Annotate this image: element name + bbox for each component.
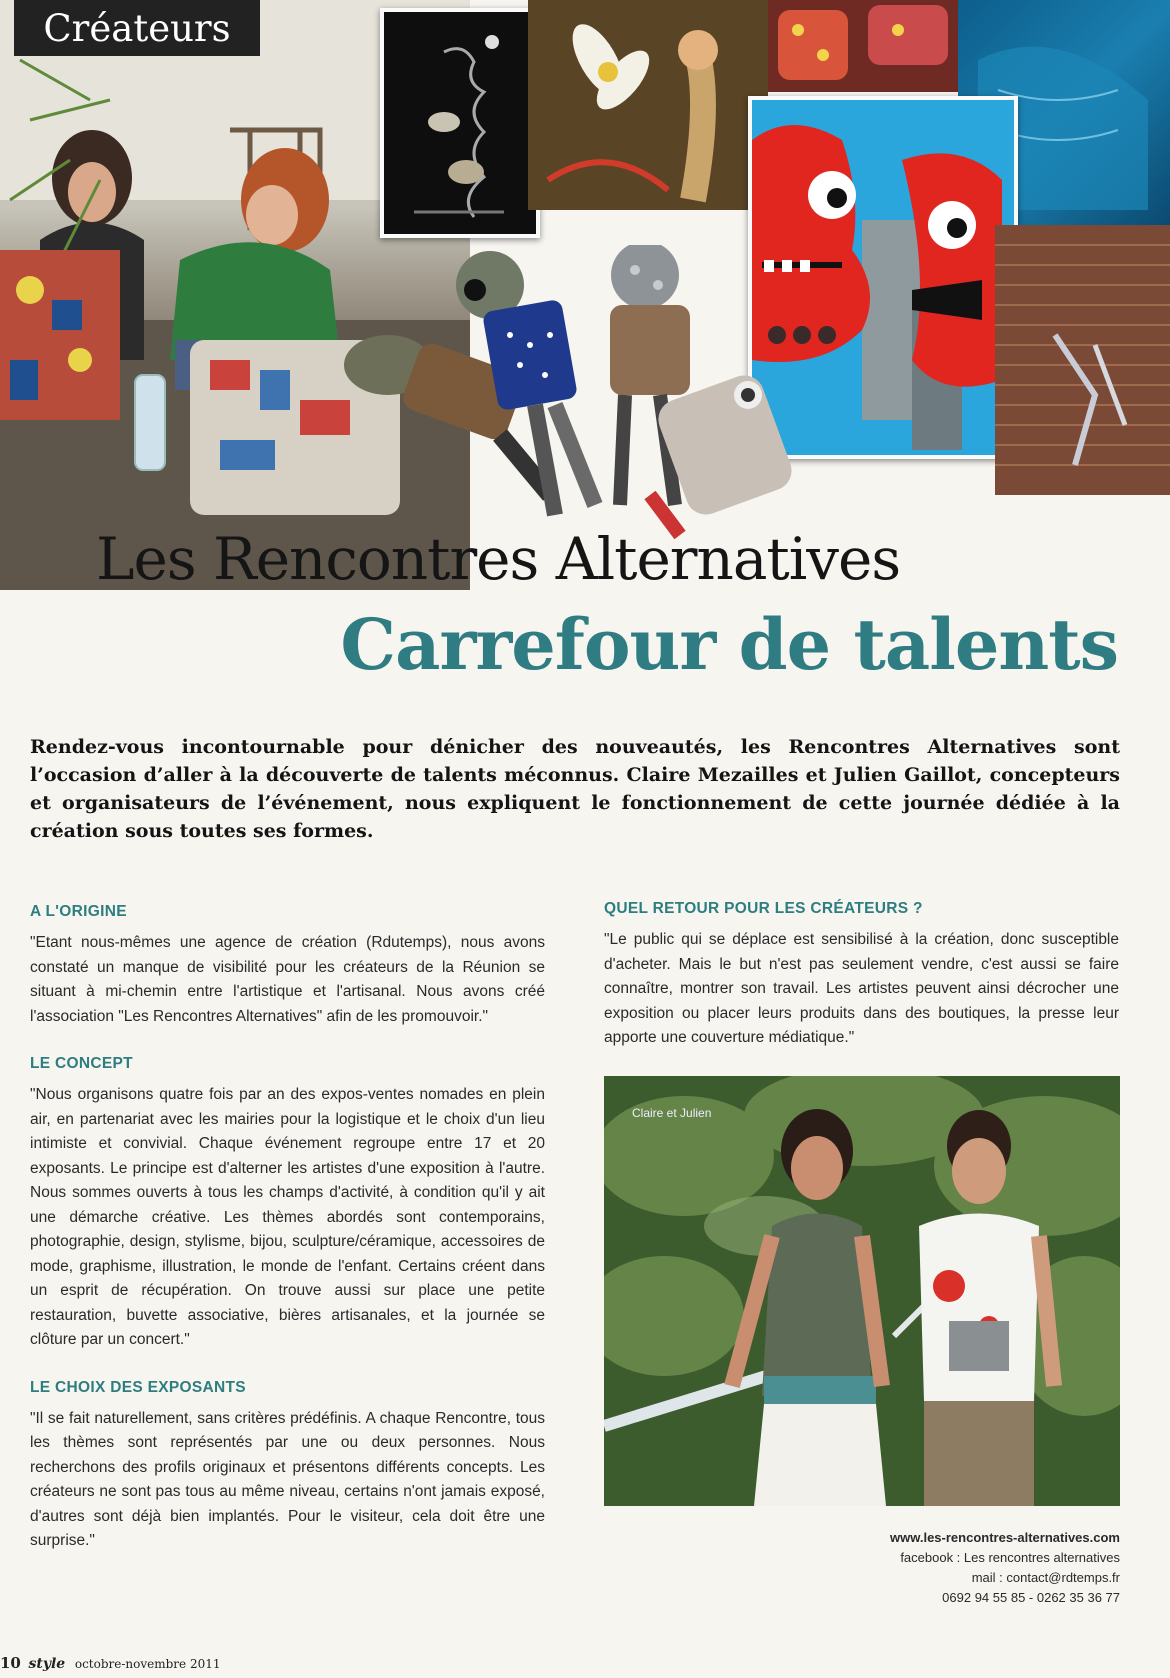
phone-text: 0692 94 55 85 - 0262 35 36 77 (942, 1590, 1120, 1605)
category-label: Créateurs (14, 0, 260, 56)
section-text-concept: "Nous organisons quatre fois par an des expos-ventes nomades en plein air, en partenariat avec les mairies pour la logistique et le choix d'un lieu intimiste et convivial. Chaque événement regroupe entre 17 et 20 exposants. Le principe est d'alterner les artistes d'une exposition à l'autre. Nous sommes ouverts à tous les champs d'activité, à condition qu'il y ait une démarche créative. Les thèmes abordés sont contemporains, photographie, design, stylisme, bijou, sculpture/céramique, accessoires de mode, graphisme, illustration, le monde de l'enfant. Certains créent dans un esprit de récupération. On trouve aussi sur place une petite restauration, buvette associative, bières artisanales, et la journée se clôture par un concert." (30, 1086, 545, 1348)
contact-info (890, 1528, 1120, 1608)
magazine-name: style (28, 1656, 66, 1672)
section-heading-origine: A L'ORIGINE (30, 903, 127, 920)
founders-photo (604, 1076, 1120, 1506)
painting-photo (528, 0, 768, 210)
issue-date: octobre-novembre 2011 (74, 1657, 221, 1671)
plush-dolls-photo (340, 245, 880, 545)
photo-caption: Claire et Julien (632, 1106, 712, 1120)
section-text-choix: "Il se fait naturellement, sans critères prédéfinis. A chaque Rencontre, tous les thèmes sont représentés par une ou deux personnes. Nous recherchons des profils originaux et présentons différents concepts. Les créateurs ne sont pas tous au même niveau, certains n'ont jamais exposé, d'autres sont déjà bien implantés. Pour le visiteur, cela doit être une surprise." (30, 1409, 545, 1549)
right-column (604, 900, 1119, 1051)
section-heading-concept: LE CONCEPT (30, 1055, 133, 1072)
page-number: 10 (0, 1654, 21, 1672)
section-heading-choix: LE CHOIX DES EXPOSANTS (30, 1378, 246, 1396)
bamboo-blind-photo (995, 225, 1170, 495)
section-text-origine: "Etant nous-mêmes une agence de création (Rdutemps), nous avons constaté un manque de visibilité pour les créateurs de la Réunion se situant à mi-chemin entre l'artistique et l'artisanal. Nous avons créé l'association "Les Rencontres Alternatives" afin de les promouvoir." (30, 934, 545, 1025)
mail-text: mail : contact@rdtemps.fr (971, 1570, 1120, 1585)
section-text-retour: "Le public qui se déplace est sensibilisé à la création, donc susceptible d'acheter. Mais le but n'est pas seulement vendre, c'est aussi se faire connaître, montrer son travail. Les artistes peuvent ainsi décrocher une exposition ou placer leurs produits dans des boutiques, la presse leur apporte une couverture médiatique." (604, 931, 1119, 1046)
sculpture-photo (380, 8, 540, 238)
fabric-toys-photo (768, 0, 958, 92)
left-column (30, 903, 545, 1554)
website-link[interactable]: www.les-rencontres-alternatives.com (890, 1530, 1120, 1545)
title-line-2: Carrefour de talents (340, 603, 1118, 686)
photo-collage (0, 0, 1170, 600)
page-footer (0, 1654, 221, 1672)
intro-paragraph: Rendez-vous incontournable pour dénicher des nouveautés, les Rencontres Alternatives sont l’occasion d’aller à la découverte de talents méconnus. Claire Mezailles et Julien Gaillot, concepteurs et organisateurs de l’événement, nous expliquent le fonctionnement de cette journée dédiée à la création sous toutes ses formes. (30, 736, 1120, 842)
title-line-1: Les Rencontres Alternatives (96, 525, 901, 593)
facebook-text: facebook : Les rencontres alternatives (900, 1550, 1120, 1565)
section-heading-retour: QUEL RETOUR POUR LES CRÉATEURS ? (604, 900, 923, 917)
